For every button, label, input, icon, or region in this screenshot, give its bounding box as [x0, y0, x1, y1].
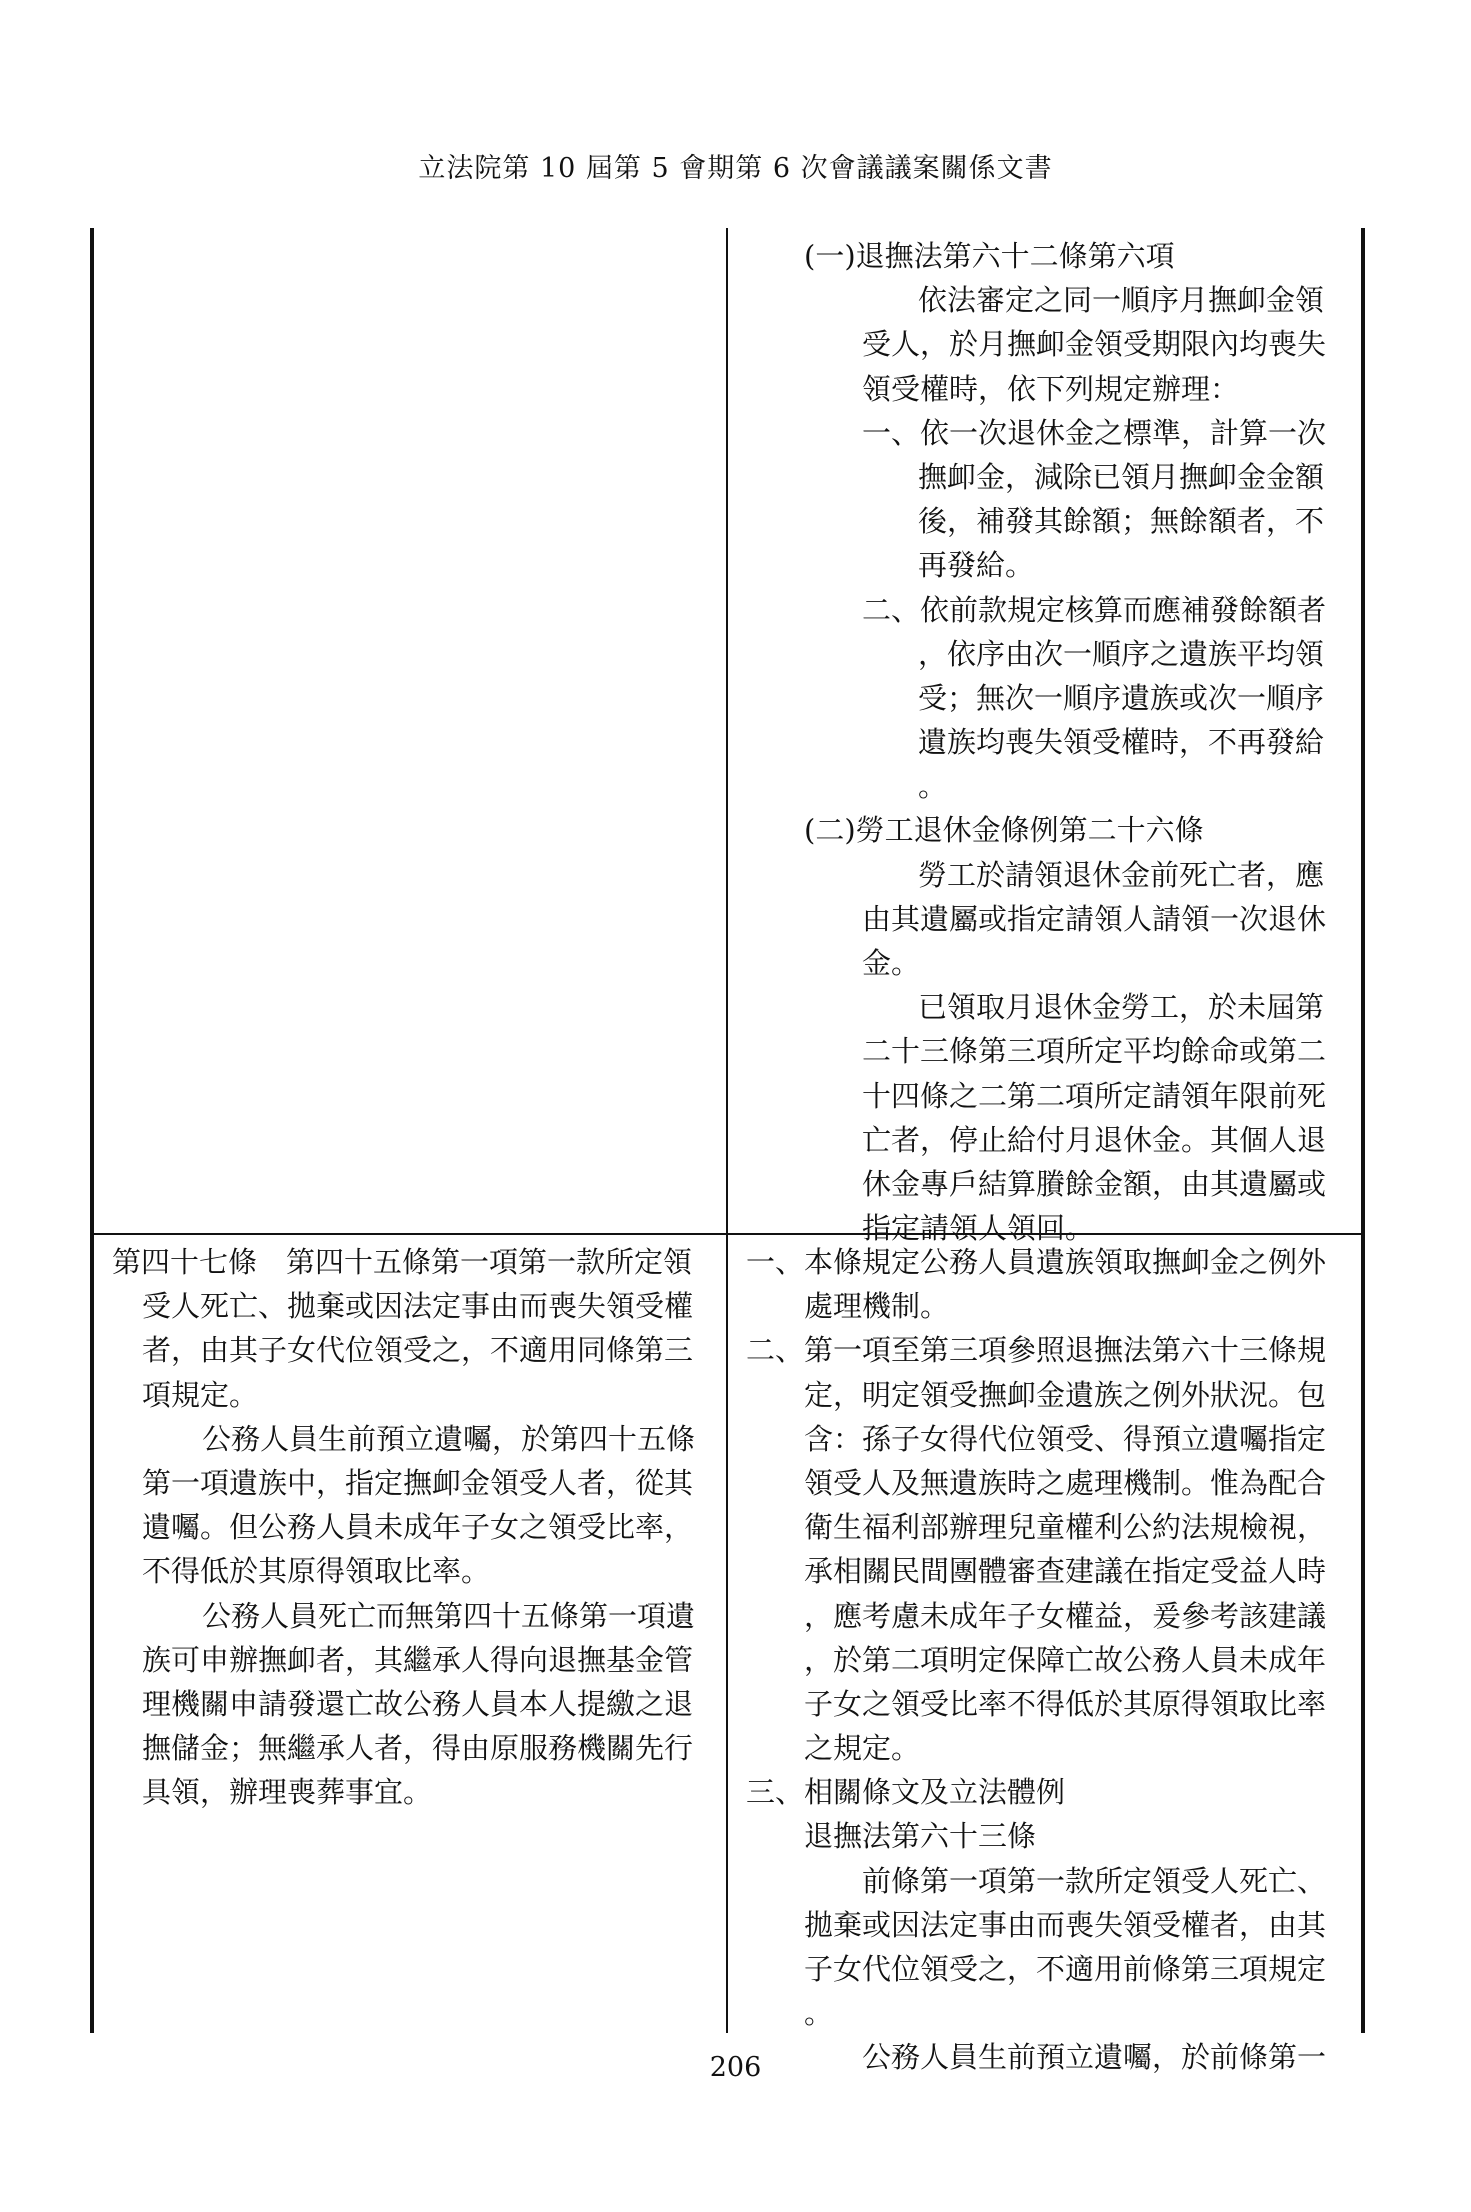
text-line: 者，由其子女代位領受之，不適用同條第三	[142, 1333, 694, 1368]
text-line: 二、第一項至第三項參照退撫法第六十三條規	[746, 1333, 1327, 1368]
table-right-border	[1361, 228, 1365, 2033]
text-line: 撫儲金；無繼承人者，得由原服務機關先行	[142, 1731, 694, 1766]
text-line: 受；無次一順序遺族或次一順序	[918, 680, 1325, 715]
text-line: 前條第一項第一款所定領受人死亡、	[862, 1863, 1327, 1898]
text-line: 金。	[862, 946, 921, 980]
text-line: 後，補發其餘額；無餘額者，不	[918, 504, 1325, 539]
text-line: 再發給。	[918, 548, 1035, 583]
row2-left-cell	[94, 1240, 724, 1814]
text-line: ，依序由次一順序之遺族平均領	[918, 636, 1325, 671]
text-line: 受人死亡、拋棄或因法定事由而喪失領受權	[142, 1289, 694, 1324]
text-line: 承相關民間團體審查建議在指定受益人時	[804, 1554, 1327, 1589]
row2-right-cell	[728, 1240, 1358, 2080]
text-line: 指定請領人領回。	[862, 1211, 1095, 1246]
text-line: 含：孫子女得代位領受、得預立遺囑指定	[804, 1421, 1327, 1456]
text-line: 。	[918, 769, 948, 804]
text-line: 二十三條第三項所定平均餘命或第二	[862, 1034, 1327, 1069]
text-line: 定，明定領受撫卹金遺族之例外狀況。包	[804, 1377, 1327, 1412]
text-line: 遺族均喪失領受權時，不再發給	[918, 725, 1325, 760]
text-line: 休金專戶結算賸餘金額，由其遺屬或	[862, 1166, 1327, 1201]
text-line: 十四條之二第二項所定請領年限前死	[862, 1078, 1327, 1113]
text-line: 領受人及無遺族時之處理機制。惟為配合	[804, 1465, 1327, 1500]
text-line: ，於第二項明定保障亡故公務人員未成年	[804, 1642, 1327, 1677]
text-line: 由其遺屬或指定請領人請領一次退休	[862, 901, 1327, 936]
text-line: 二、依前款規定核算而應補發餘額者	[862, 592, 1327, 627]
article-heading-line: 第四十七條 第四十五條第一項第一款所定領	[112, 1245, 693, 1279]
text-line: 。	[804, 1996, 834, 2031]
text-line: 項規定。	[142, 1377, 259, 1412]
text-line: (一)退撫法第六十二條第六項	[804, 239, 1175, 273]
text-line: 不得低於其原得領取比率。	[142, 1554, 491, 1589]
text-line: 亡者，停止給付月退休金。其個人退	[862, 1122, 1327, 1157]
text-line: 一、依一次退休金之標準，計算一次	[862, 415, 1327, 450]
document-header: 立法院第 10 屆第 5 會期第 6 次會議議案關係文書	[418, 153, 1053, 184]
text-line: 遺囑。但公務人員未成年子女之領受比率，	[142, 1510, 694, 1545]
text-line: 子女之領受比率不得低於其原得領取比率	[804, 1686, 1327, 1721]
text-line: 拋棄或因法定事由而喪失領受權者，由其	[804, 1907, 1327, 1942]
text-line: 一、本條規定公務人員遺族領取撫卹金之例外	[746, 1245, 1327, 1279]
text-line: 子女代位領受之，不適用前條第三項規定	[804, 1952, 1327, 1986]
text-line: (二)勞工退休金條例第二十六條	[804, 813, 1204, 848]
text-line: 依法審定之同一順序月撫卹金領	[918, 283, 1325, 318]
text-line: 公務人員生前預立遺囑，於前條第一	[862, 2040, 1327, 2075]
text-line: ，應考慮未成年子女權益，爰參考該建議	[804, 1598, 1327, 1633]
text-line: 領受權時，依下列規定辦理：	[862, 371, 1240, 406]
text-line: 具領，辦理喪葬事宜。	[142, 1775, 433, 1810]
text-line: 公務人員死亡而無第四十五條第一項遺	[202, 1598, 696, 1633]
text-line: 三、相關條文及立法體例	[746, 1775, 1066, 1810]
row1-right-cell	[728, 234, 1358, 1250]
text-line: 第一項遺族中，指定撫卹金領受人者，從其	[142, 1465, 694, 1500]
text-line: 退撫法第六十三條	[804, 1819, 1037, 1854]
text-line: 勞工於請領退休金前死亡者，應	[918, 857, 1325, 892]
text-line: 之規定。	[804, 1731, 921, 1766]
text-line: 理機關申請發還亡故公務人員本人提繳之退	[142, 1686, 694, 1721]
text-line: 族可申辦撫卹者，其繼承人得向退撫基金管	[142, 1642, 694, 1677]
text-line: 公務人員生前預立遺囑，於第四十五條	[202, 1421, 696, 1456]
text-line: 處理機制。	[804, 1289, 950, 1324]
text-line: 衛生福利部辦理兒童權利公約法規檢視，	[804, 1510, 1327, 1545]
text-line: 受人，於月撫卹金領受期限內均喪失	[862, 327, 1327, 362]
page-number: 206	[709, 2052, 762, 2083]
text-line: 已領取月退休金勞工，於未屆第	[918, 990, 1325, 1025]
text-line: 撫卹金，減除已領月撫卹金金額	[918, 459, 1325, 494]
